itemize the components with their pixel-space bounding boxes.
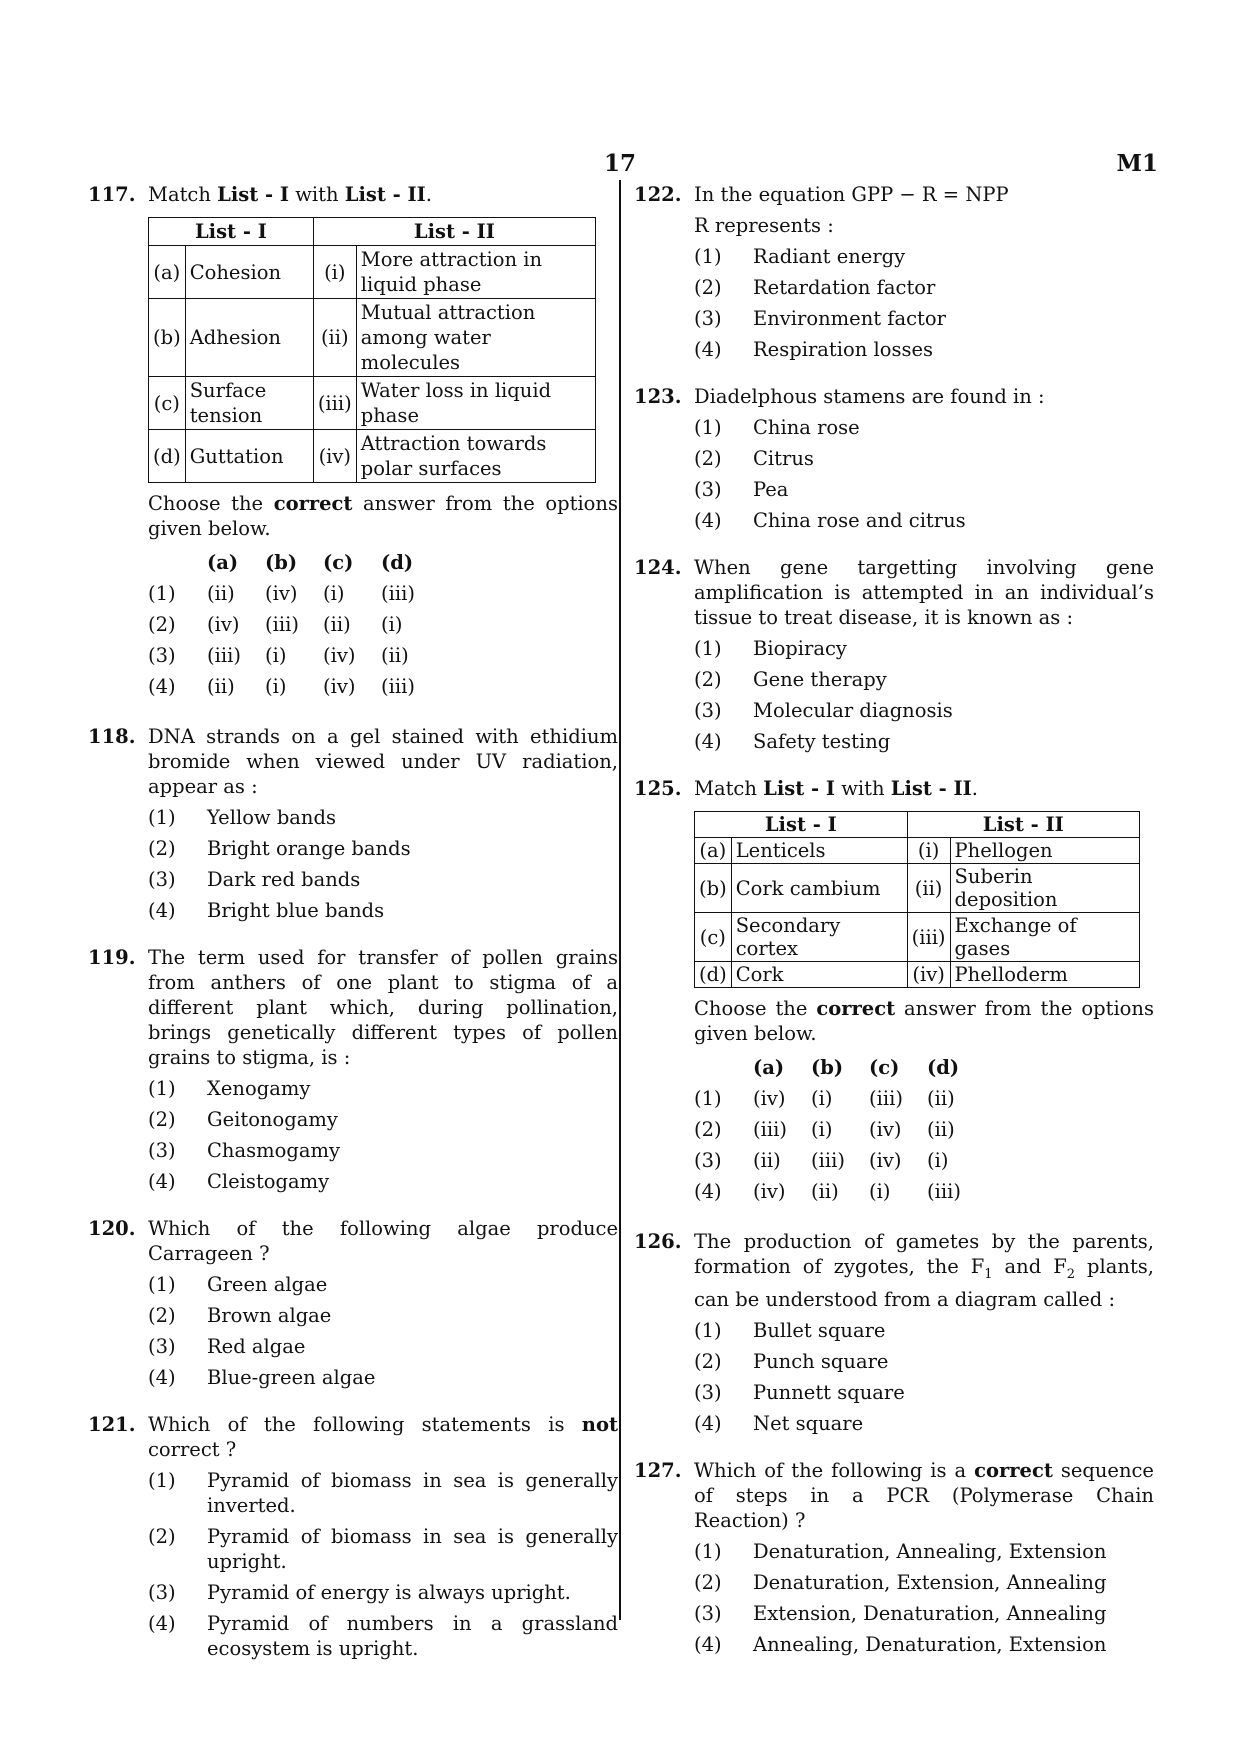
paper-code: M1 (1116, 150, 1158, 177)
question-stem: Match List - I with List - II. (148, 183, 432, 206)
answer-option[interactable]: (3) Dark red bands (148, 868, 361, 891)
answer-option[interactable]: (3) (ii) (iii) (iv) (i) (694, 1149, 949, 1172)
right-column (634, 182, 1154, 1679)
column-divider (619, 180, 621, 1620)
question-stem: Which of the following is a correct sequence of steps in a PCR (Polymerase Chain Reaction) ? (694, 1458, 1154, 1532)
answer-option[interactable]: (4) China rose and citrus (694, 509, 966, 532)
table-cell: More attraction in liquid phase (356, 246, 595, 299)
answer-option[interactable]: (2) Denaturation, Extension, Annealing (694, 1570, 1107, 1594)
answer-option[interactable]: (4) Cleistogamy (148, 1170, 330, 1193)
table-cell: (iii) (313, 377, 356, 430)
table-cell: (b) (149, 299, 186, 377)
question-125 (634, 776, 1154, 1207)
table-cell: Adhesion (185, 299, 313, 377)
answer-option[interactable]: (1) Xenogamy (148, 1077, 311, 1100)
answer-option[interactable]: (3) Pea (694, 478, 789, 501)
answer-option[interactable]: (3) Pyramid of energy is always upright. (148, 1581, 571, 1604)
question-number: 125. (634, 777, 682, 800)
table-cell: (iii) (907, 913, 950, 962)
question-126 (634, 1229, 1154, 1436)
question-stem-line2: R represents : (694, 214, 834, 237)
question-120 (88, 1216, 618, 1390)
question-number: 120. (88, 1217, 136, 1240)
answer-option[interactable]: (2) Pyramid of biomass in sea is generally upright. (148, 1525, 618, 1573)
answer-option[interactable]: (1) Green algae (148, 1273, 328, 1296)
table-header: List - I (695, 812, 908, 838)
answer-option[interactable]: (4) (ii) (i) (iv) (iii) (148, 675, 415, 698)
answer-codes (148, 547, 439, 702)
question-stem: Diadelphous stamens are found in : (694, 385, 1045, 408)
question-number: 127. (634, 1458, 682, 1482)
match-table (148, 217, 596, 483)
answer-option[interactable]: (3) Molecular diagnosis (694, 699, 953, 722)
table-cell: Guttation (185, 430, 313, 483)
answer-option[interactable]: (2) (iv) (iii) (ii) (i) (148, 613, 403, 636)
answer-option[interactable]: (2) Gene therapy (694, 668, 887, 691)
code-head: (c) (323, 551, 354, 574)
code-head: (a) (207, 551, 239, 574)
answer-option[interactable]: (4) Bright blue bands (148, 899, 385, 922)
code-head: (c) (869, 1056, 900, 1079)
table-cell: Water loss in liquid phase (356, 377, 595, 430)
choose-instruction: Choose the correct answer from the options given below. (148, 492, 618, 540)
table-cell: Attraction towards polar surfaces (356, 430, 595, 483)
question-119 (88, 945, 618, 1194)
question-number: 124. (634, 556, 682, 579)
answer-codes (694, 1052, 985, 1207)
table-cell: Secondary cortex (731, 913, 907, 962)
answer-option[interactable]: (3) Environment factor (694, 307, 946, 330)
question-stem: The term used for transfer of pollen grains from anthers of one plant to stigma of a different plant which, during pollination, brings genetically different types of pollen grains to stigma, is : (148, 946, 618, 1069)
question-127 (634, 1458, 1154, 1657)
answer-option[interactable]: (4) Blue-green algae (148, 1366, 376, 1389)
answer-option[interactable]: (2) Brown algae (148, 1304, 332, 1327)
question-number: 126. (634, 1230, 682, 1253)
code-head: (d) (381, 551, 414, 574)
match-table (694, 811, 1140, 988)
table-cell: (a) (149, 246, 186, 299)
answer-option[interactable]: (3) (iii) (i) (iv) (ii) (148, 644, 409, 667)
question-117 (88, 182, 618, 702)
answer-option[interactable]: (1) Pyramid of biomass in sea is generally inverted. (148, 1469, 618, 1517)
table-cell: Mutual attraction among water molecules (356, 299, 595, 377)
answer-option[interactable]: (1) Yellow bands (148, 806, 336, 829)
answer-option[interactable]: (2) (iii) (i) (iv) (ii) (694, 1118, 955, 1141)
question-stem: Which of the following statements is not correct ? (148, 1413, 618, 1461)
table-cell: (b) (695, 864, 732, 913)
table-cell: Phelloderm (950, 962, 1139, 988)
table-cell: Surface tension (185, 377, 313, 430)
answer-option[interactable]: (2) Retardation factor (694, 276, 936, 299)
answer-option[interactable]: (4) (iv) (ii) (i) (iii) (694, 1180, 961, 1203)
table-cell: (iv) (907, 962, 950, 988)
table-cell: (c) (149, 377, 186, 430)
table-cell: Phellogen (950, 838, 1139, 864)
answer-option[interactable]: (2) Citrus (694, 447, 814, 470)
table-header: List - II (313, 218, 595, 246)
question-number: 121. (88, 1413, 136, 1436)
question-number: 117. (88, 183, 136, 206)
table-header: List - I (149, 218, 314, 246)
table-cell: (a) (695, 838, 732, 864)
table-cell: (c) (695, 913, 732, 962)
answer-option[interactable]: (1) Denaturation, Annealing, Extension (694, 1539, 1107, 1563)
table-cell: Exchange of gases (950, 913, 1139, 962)
table-cell: Cohesion (185, 246, 313, 299)
answer-option[interactable]: (4) Annealing, Denaturation, Extension (694, 1632, 1107, 1656)
answer-option[interactable]: (4) Pyramid of numbers in a grassland ecosystem is upright. (148, 1612, 618, 1660)
table-cell: Cork (731, 962, 907, 988)
table-cell: (ii) (907, 864, 950, 913)
question-123 (634, 384, 1154, 533)
answer-option[interactable]: (1) Biopiracy (694, 637, 847, 660)
table-cell: Cork cambium (731, 864, 907, 913)
answer-option[interactable]: (3) Punnett square (694, 1380, 905, 1404)
answer-option[interactable]: (1) China rose (694, 416, 860, 439)
question-stem: Match List - I with List - II. (694, 777, 978, 800)
table-cell: (iv) (313, 430, 356, 483)
table-cell: (i) (907, 838, 950, 864)
question-number: 123. (634, 385, 682, 408)
question-stem: Which of the following algae produce Carrageen ? (148, 1217, 618, 1265)
answer-option[interactable]: (4) Net square (694, 1411, 864, 1435)
question-121 (88, 1412, 618, 1661)
answer-option[interactable]: (2) Geitonogamy (148, 1108, 338, 1131)
question-stem: The production of gametes by the parents, formation of zygotes, the $F_1$ and $F_2$ plants, can be understood from a diagram called : (694, 1230, 1154, 1311)
answer-option[interactable]: (4) Respiration losses (694, 338, 934, 361)
choose-instruction: Choose the correct answer from the options given below. (694, 997, 1154, 1045)
answer-option[interactable]: (2) Punch square (694, 1349, 889, 1373)
answer-option[interactable]: (1) (ii) (iv) (i) (iii) (148, 582, 415, 605)
left-column (88, 182, 618, 1683)
question-number: 118. (88, 725, 136, 748)
table-cell: Lenticels (731, 838, 907, 864)
answer-option[interactable]: (4) Safety testing (694, 730, 891, 753)
question-number: 122. (634, 183, 682, 206)
answer-option[interactable]: (3) Chasmogamy (148, 1139, 340, 1162)
code-head: (d) (927, 1056, 960, 1079)
question-118 (88, 724, 618, 923)
code-head: (b) (265, 551, 298, 574)
code-head: (a) (753, 1056, 785, 1079)
table-cell: (d) (149, 430, 186, 483)
question-number: 119. (88, 946, 136, 969)
question-stem: In the equation GPP − R = NPP (694, 183, 1009, 206)
question-124 (634, 555, 1154, 754)
table-cell: (d) (695, 962, 732, 988)
table-cell: Suberin deposition (950, 864, 1139, 913)
answer-option[interactable]: (3) Red algae (148, 1335, 306, 1358)
answer-option[interactable]: (2) Bright orange bands (148, 837, 411, 860)
page-number: 17 (603, 150, 636, 177)
answer-option[interactable]: (3) Extension, Denaturation, Annealing (694, 1601, 1107, 1625)
question-122 (634, 182, 1154, 362)
code-head: (b) (811, 1056, 844, 1079)
table-cell: (ii) (313, 299, 356, 377)
answer-option[interactable]: (1) (iv) (i) (iii) (ii) (694, 1087, 955, 1110)
answer-option[interactable]: (1) Bullet square (694, 1318, 886, 1342)
question-stem: When gene targetting involving gene amplification is attempted in an individual’s tissue to treat disease, it is known as : (694, 556, 1154, 629)
table-cell: (i) (313, 246, 356, 299)
answer-option[interactable]: (1) Radiant energy (694, 245, 906, 268)
question-stem: DNA strands on a gel stained with ethidium bromide when viewed under UV radiation, appear as : (148, 725, 618, 798)
table-header: List - II (907, 812, 1139, 838)
